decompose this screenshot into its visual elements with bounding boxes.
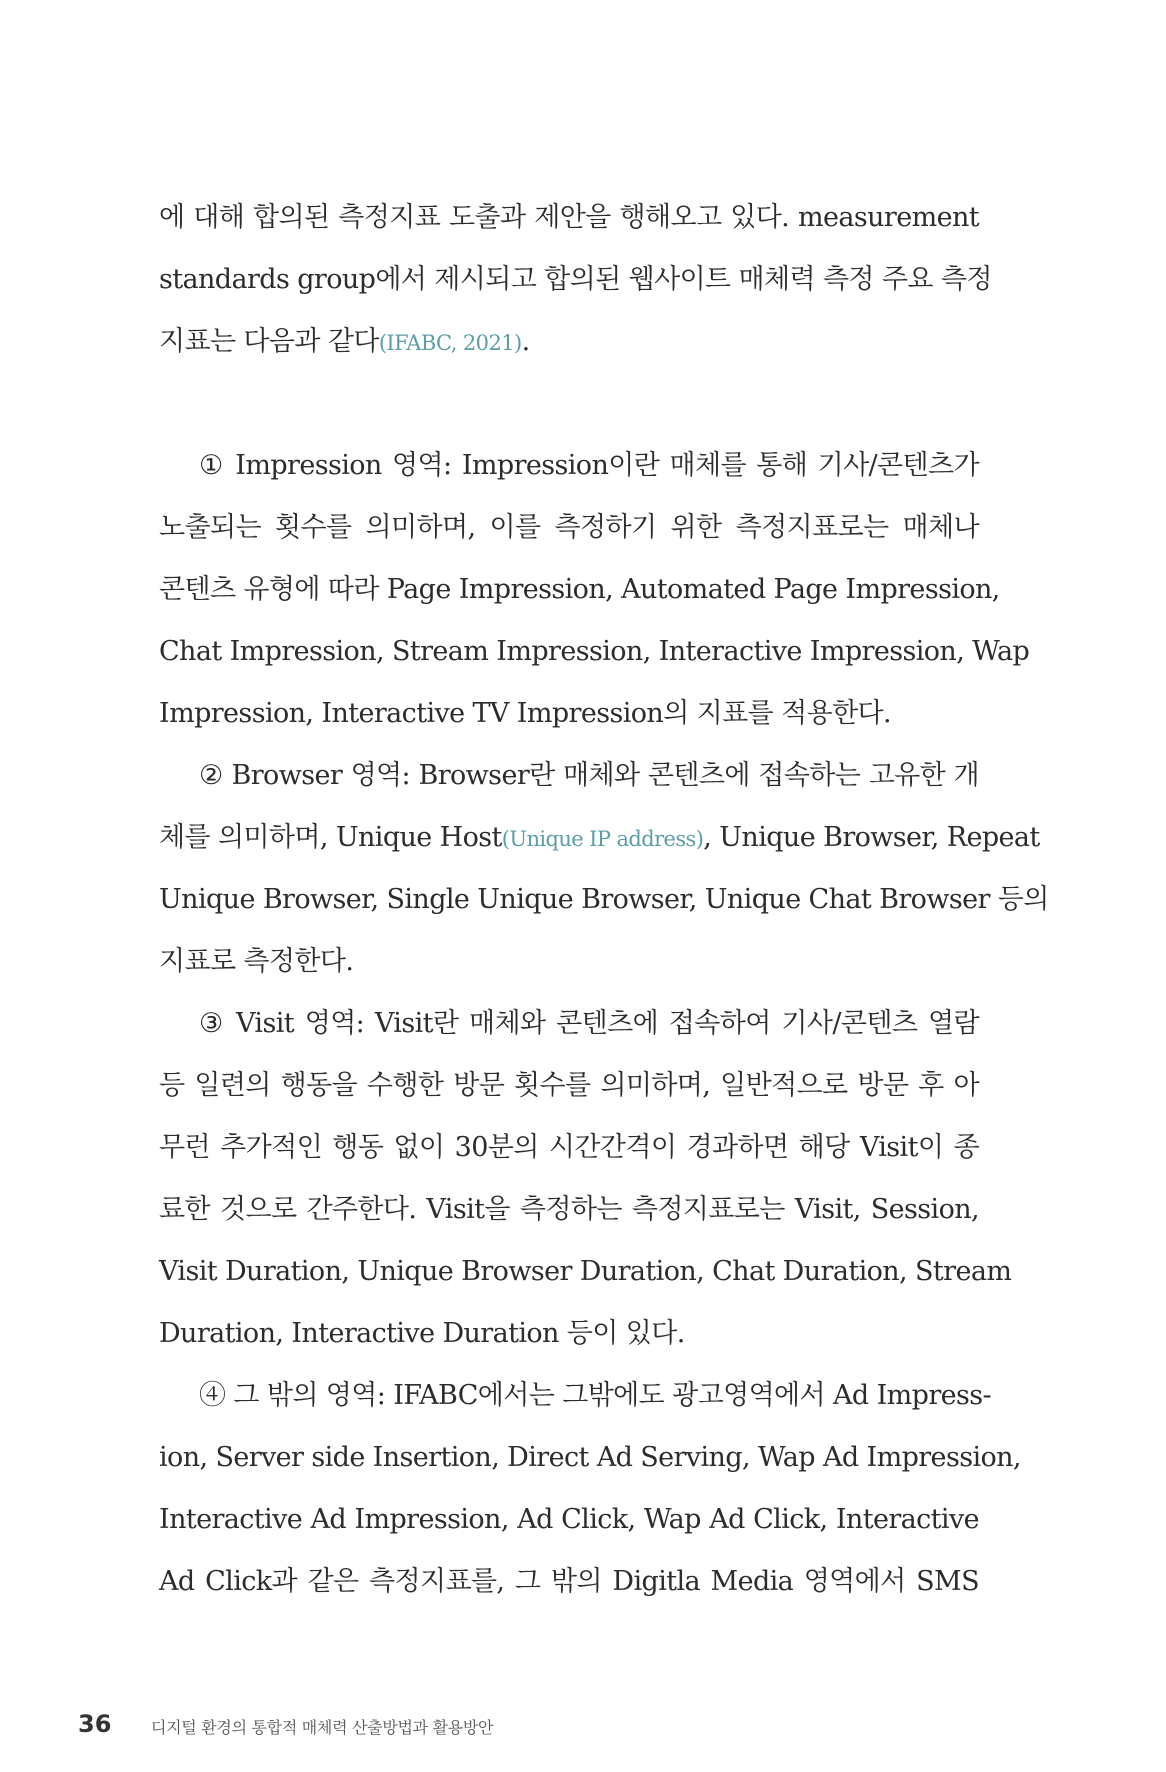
text-segment: 지표는 다음과 같다: [159, 326, 379, 357]
text-line: Duration, Interactive Duration 등이 있다.: [159, 1318, 685, 1349]
text-segment: , Unique Browser, Repeat: [703, 822, 1040, 853]
text-line: Impression, Interactive TV Impression의 지표를 적용한다.: [159, 698, 892, 729]
text-line: 료한 것으로 간주한다. Visit을 측정하는 측정지표로는 Visit, Session,: [159, 1194, 979, 1225]
section-other: [159, 1365, 1021, 1613]
text-line: [159, 311, 979, 373]
intro-paragraph: [159, 187, 992, 373]
text-line: ion, Server side Insertion, Direct Ad Serving, Wap Ad Impression,: [159, 1442, 1021, 1473]
text-line: 무런 추가적인 행동 없이 30분의 시간간격이 경과하면 해당 Visit이 종: [159, 1132, 979, 1163]
citation: (IFABC, 2021): [378, 331, 522, 355]
text-line: standards group에서 제시되고 합의된 웹사이트 매체력 측정 주요 측정: [159, 264, 992, 295]
page-number: 36: [78, 1710, 112, 1738]
text-segment: .: [521, 326, 530, 357]
text-line: ① Impression 영역: Impression이란 매체를 통해 기사/콘텐츠가: [199, 450, 979, 481]
text-line: Unique Browser, Single Unique Browser, Unique Chat Browser 등의: [159, 884, 1049, 915]
section-visit: [159, 993, 1012, 1365]
text-line: 노출되는 횟수를 의미하며, 이를 측정하기 위한 측정지표로는 매체나: [159, 512, 979, 543]
citation: (Unique IP address): [501, 827, 704, 851]
text-line: Visit Duration, Unique Browser Duration, Chat Duration, Stream: [159, 1256, 1012, 1287]
text-line: ④ 그 밖의 영역: IFABC에서는 그밖에도 광고영역에서 Ad Impress-: [199, 1380, 992, 1411]
text-line: 지표로 측정한다.: [159, 946, 354, 977]
section-impression: [159, 435, 1030, 745]
text-line: 에 대해 합의된 측정지표 도출과 제안을 행해오고 있다. measurement: [159, 202, 979, 233]
text-line: 콘텐츠 유형에 따라 Page Impression, Automated Page Impression,: [159, 574, 1000, 605]
text-segment: 체를 의미하며, Unique Host: [159, 822, 502, 853]
text-line: Ad Click과 같은 측정지표를, 그 밖의 Digitla Media 영역에서 SMS: [159, 1566, 979, 1597]
measurement-areas: [159, 435, 1049, 1613]
text-line: [159, 807, 1040, 869]
text-line: Interactive Ad Impression, Ad Click, Wap Ad Click, Interactive: [159, 1504, 979, 1535]
page-footer: [78, 1710, 778, 1744]
section-browser: [159, 745, 1049, 993]
text-line: ② Browser 영역: Browser란 매체와 콘텐츠에 접속하는 고유한 개: [199, 760, 979, 791]
text-line: ③ Visit 영역: Visit란 매체와 콘텐츠에 접속하여 기사/콘텐츠 열람: [199, 1008, 979, 1039]
text-line: 등 일련의 행동을 수행한 방문 횟수를 의미하며, 일반적으로 방문 후 아: [159, 1070, 979, 1101]
running-title: 디지털 환경의 통합적 매체력 산출방법과 활용방안: [151, 1718, 494, 1737]
text-line: Chat Impression, Stream Impression, Interactive Impression, Wap: [159, 636, 1030, 667]
